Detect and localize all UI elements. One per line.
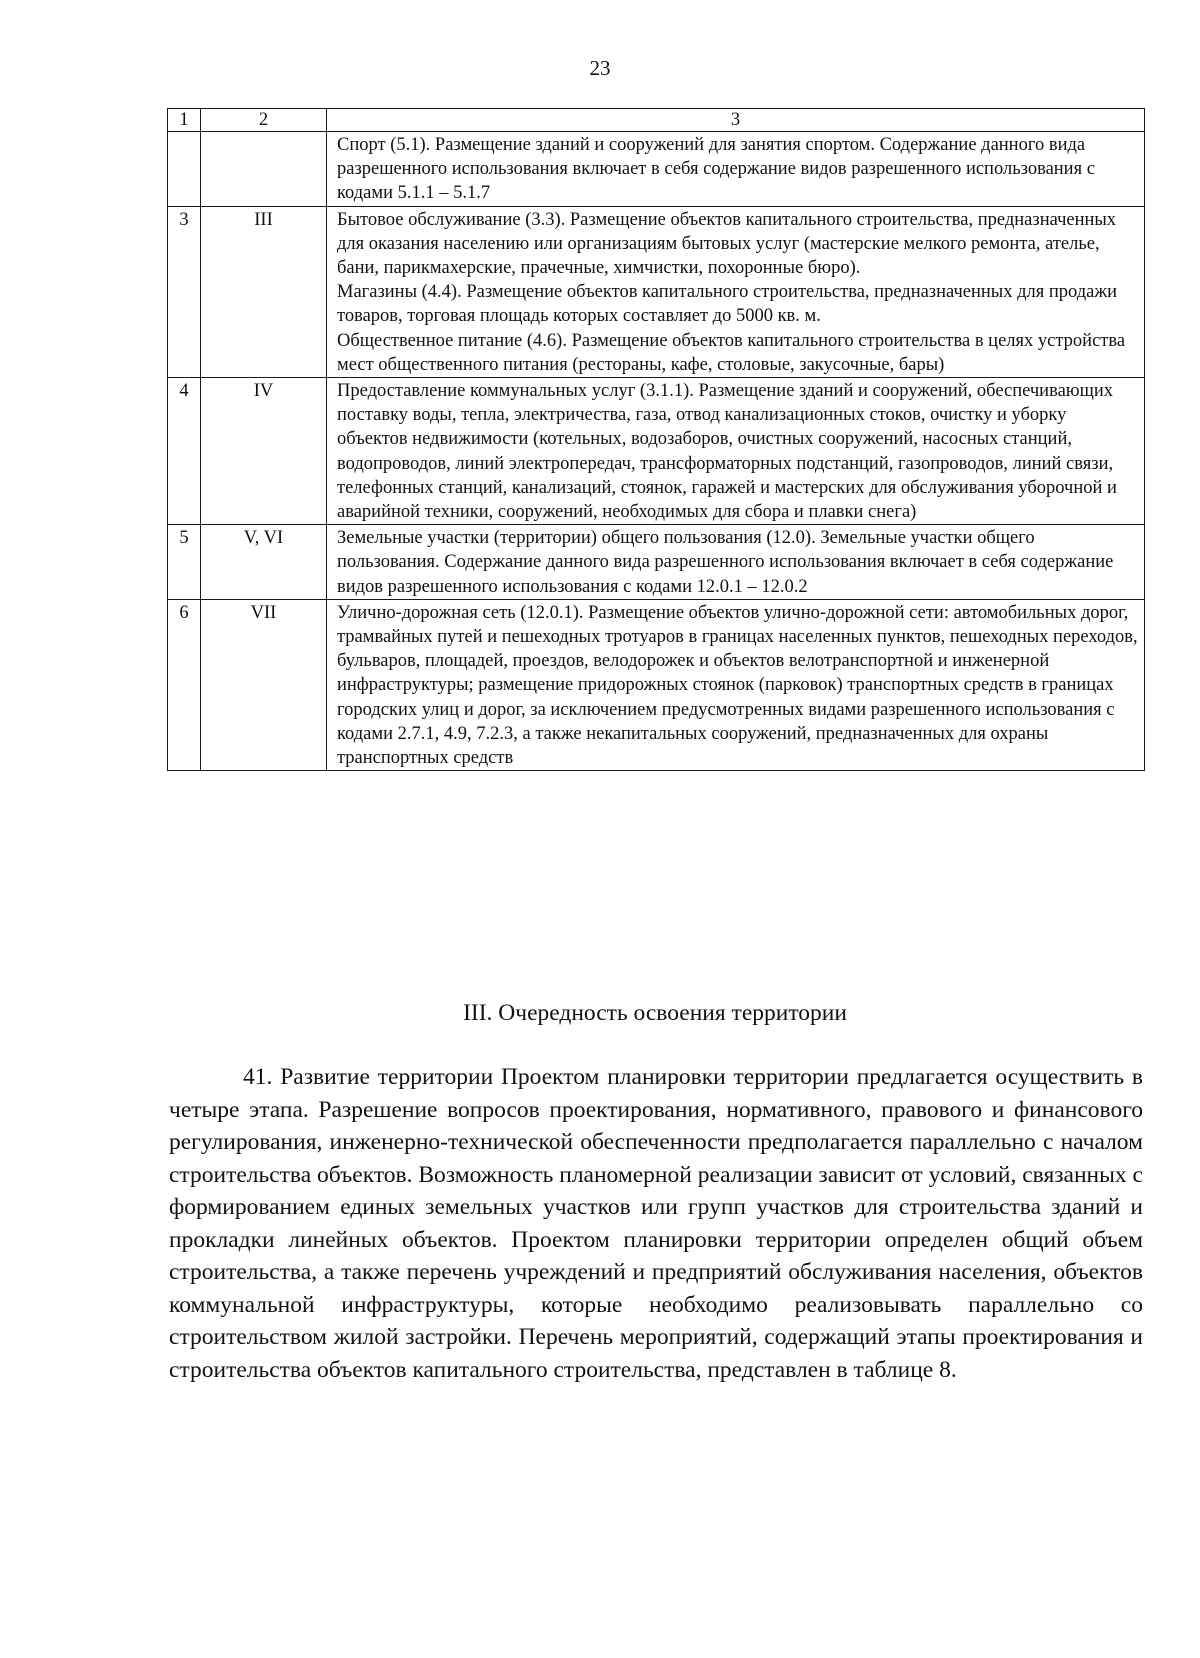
description-paragraph: Спорт (5.1). Размещение зданий и сооружений для занятия спортом. Содержание данного вида разрешенного использования включает в себя содержание видов разрешенного использования с кодами 5.1.1 – 5.1.7 (337, 135, 1095, 204)
description-cell (327, 525, 1145, 600)
zone-cell: III (201, 206, 327, 377)
zone-cell: IV (201, 378, 327, 525)
table-header-cell: 3 (327, 109, 1145, 132)
section-heading: III. Очередность освоения территории (463, 1000, 847, 1026)
row-number-cell: 6 (168, 599, 201, 770)
table-row (168, 378, 1145, 525)
table-header-cell: 2 (201, 109, 327, 132)
description-cell (327, 599, 1145, 770)
zone-cell (201, 132, 327, 207)
description-paragraph: Общественное питание (4.6). Размещение объектов капитального строительства в целях устройства мест общественного питания (рестораны, кафе, столовые, закусочные, бары) (337, 330, 1126, 375)
page-number: 23 (589, 56, 611, 80)
description-paragraph: Магазины (4.4). Размещение объектов капитального строительства, предназначенных для продажи товаров, торговая площадь которых составляет до 5000 кв. м. (337, 282, 1118, 327)
land-use-table (167, 108, 1145, 771)
section-paragraph: 41. Развитие территории Проектом планировки территории предлагается осуществить в четыре этапа. Разрешение вопросов проектирования, нормативного, правового и финансового регулирования, инженерно-технической обеспеченности предполагается параллельно с началом строительства объектов. Возможность планомерной реализации зависит от условий, связанных с формированием единых земельных участков или групп участков для строительства зданий и прокладки линейных объектов. Проектом планировки территории определен общий объем строительства, а также перечень учреждений и предприятий обслуживания населения, объектов коммунальной инфраструктуры, которые необходимо реализовывать параллельно со строительством жилой застройки. Перечень мероприятий, содержащий этапы проектирования и строительства объектов капитального строительства, представлен в таблице 8. (169, 1064, 1143, 1383)
row-number-cell: 5 (168, 525, 201, 600)
zone-cell: V, VI (201, 525, 327, 600)
description-paragraph: Бытовое обслуживание (3.3). Размещение объектов капитального строительства, предназначенных для оказания населению или организациям бытовых услуг (мастерские мелкого ремонта, ателье, бани, парикмахерские, прачечные, химчистки, похоронные бюро). (337, 209, 1117, 279)
description-cell (327, 206, 1145, 377)
table-row (168, 599, 1145, 770)
description-paragraph: Предоставление коммунальных услуг (3.1.1). Размещение зданий и сооружений, обеспечивающих поставку воды, тепла, электричества, газа, отвод канализационных стоков, очистку и уборку объектов недвижимости (котельных, водозаборов, очистных сооружений, насосных станций, водопроводов, линий электропередач, трансформаторных подстанций, газопроводов, линий связи, телефонных станций, канализаций, стоянок, гаражей и мастерских для обслуживания уборочной и аварийной техники, сооружений, необходимых для сбора и плавки снега) (337, 381, 1117, 523)
table-row (168, 206, 1145, 377)
table-header-row (168, 109, 1145, 132)
table-row (168, 525, 1145, 600)
table-header-cell: 1 (168, 109, 201, 132)
row-number-cell (168, 132, 201, 207)
table-row (168, 132, 1145, 207)
row-number-cell: 3 (168, 206, 201, 377)
description-cell (327, 132, 1145, 207)
zone-cell: VII (201, 599, 327, 770)
description-cell (327, 378, 1145, 525)
row-number-cell: 4 (168, 378, 201, 525)
description-paragraph: Земельные участки (территории) общего пользования (12.0). Земельные участки общего пользования. Содержание данного вида разрешенного использования включает в себя содержание видов разрешенного использования с кодами 12.0.1 – 12.0.2 (337, 528, 1114, 597)
description-paragraph: Улично-дорожная сеть (12.0.1). Размещение объектов улично-дорожной сети: автомобильных дорог, трамвайных путей и пешеходных тротуаров в границах населенных пунктов, пешеходных переходов, бульваров, площадей, проездов, велодорожек и объектов велотранспортной и инженерной инфраструктуры; размещение придорожных стоянок (парковок) транспортных средств в границах городских улиц и дорог, за исключением предусмотренных видами разрешенного использования с кодами 2.7.1, 4.9, 7.2.3, а также некапитальных сооружений, предназначенных для охраны транспортных средств (337, 602, 1138, 769)
